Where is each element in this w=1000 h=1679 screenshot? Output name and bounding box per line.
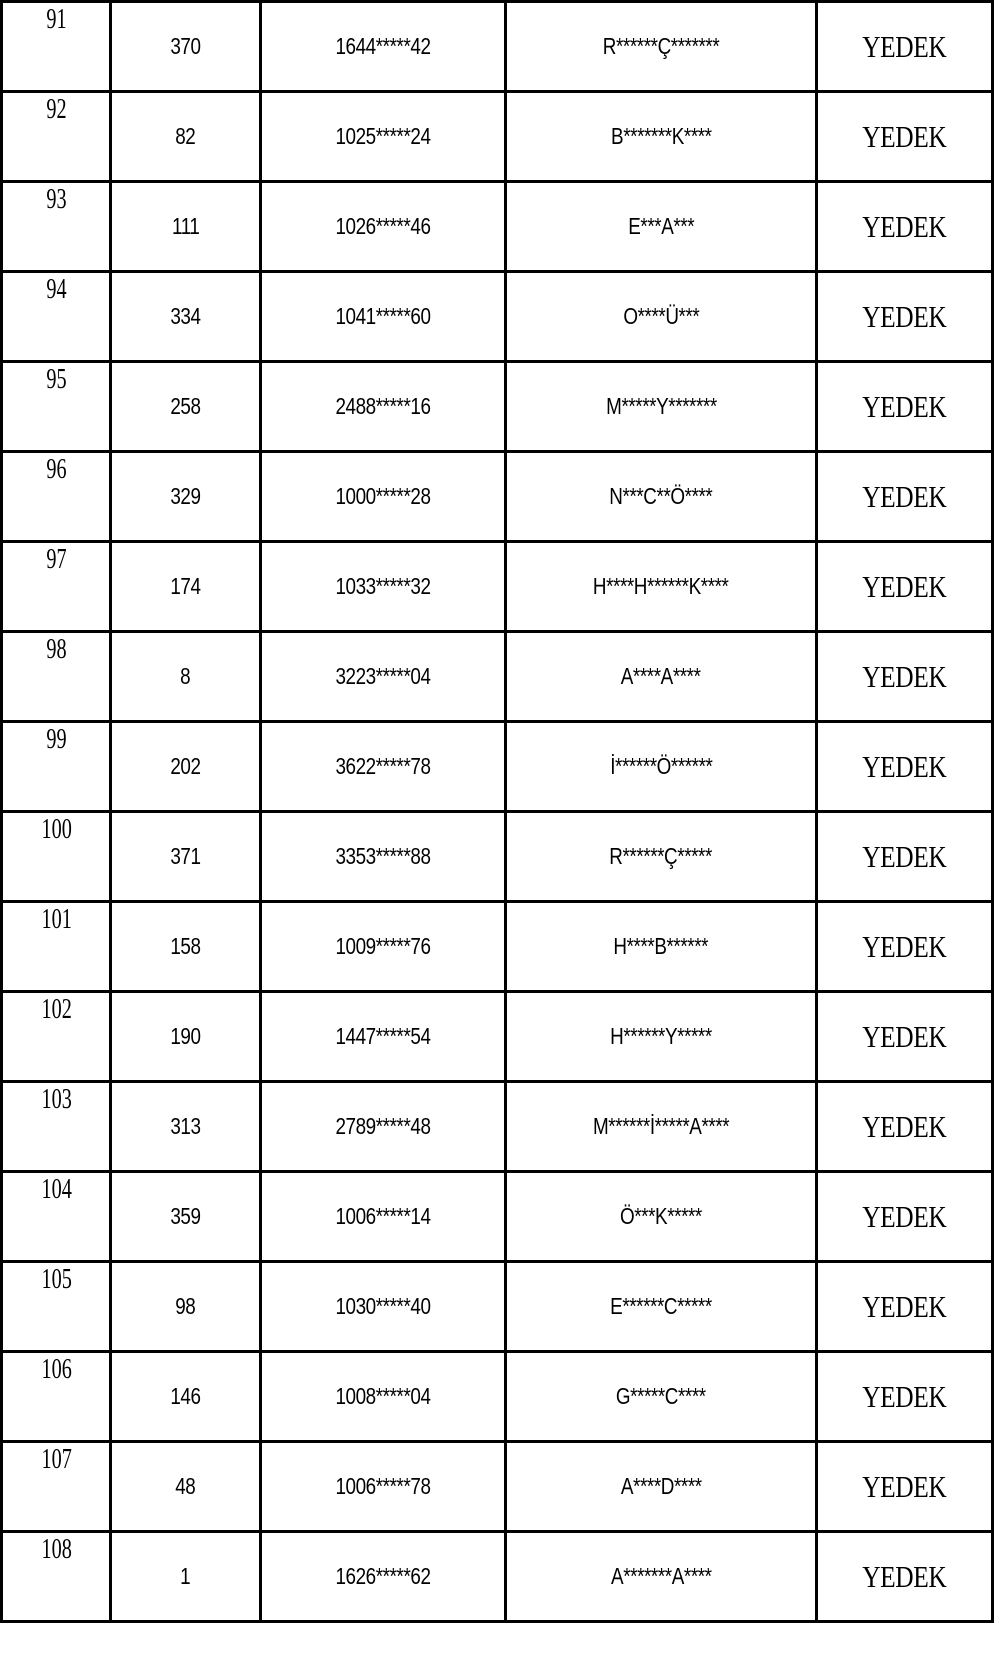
status-cell: [817, 272, 993, 362]
application-number-text: 313: [170, 1113, 201, 1139]
table-row: [2, 722, 993, 812]
status-text: YEDEK: [862, 1378, 947, 1414]
id-number-text: 1025*****24: [335, 123, 431, 149]
application-number-text: 370: [170, 33, 201, 59]
row-number-cell: [10, 1082, 103, 1172]
application-number-cell: [111, 182, 261, 272]
application-number-cell: [111, 1172, 261, 1262]
application-number-cell: [111, 902, 261, 992]
masked-name-cell: [506, 1352, 817, 1442]
masked-name-text: G*****C****: [616, 1383, 706, 1409]
application-number-cell: [111, 632, 261, 722]
application-number-cell: [111, 1442, 261, 1532]
id-number-cell: [261, 902, 506, 992]
status-cell: [817, 1442, 993, 1532]
id-number-cell: [261, 1262, 506, 1352]
masked-name-cell: [506, 1262, 817, 1352]
status-text: YEDEK: [862, 1018, 947, 1054]
row-number-cell: [10, 2, 103, 92]
row-number-text: 91: [45, 3, 67, 35]
row-number-text: 105: [40, 1263, 72, 1295]
row-number-cell: [10, 722, 103, 812]
table-row: [2, 2, 993, 92]
status-cell: [817, 632, 993, 722]
table-row: [2, 902, 993, 992]
status-cell: [817, 542, 993, 632]
table-row: [2, 1262, 993, 1352]
id-number-cell: [261, 182, 506, 272]
status-cell: [817, 1172, 993, 1262]
status-cell: [817, 2, 993, 92]
masked-name-cell: [506, 1532, 817, 1622]
status-cell: [817, 1262, 993, 1352]
masked-name-text: O****Ü***: [623, 303, 699, 329]
id-number-cell: [261, 1172, 506, 1262]
masked-name-text: E******C*****: [610, 1293, 712, 1319]
id-number-cell: [261, 2, 506, 92]
row-number-text: 94: [45, 273, 67, 305]
row-number-cell: [10, 452, 103, 542]
table-row: [2, 92, 993, 182]
status-text: YEDEK: [862, 1198, 947, 1234]
id-number-cell: [261, 812, 506, 902]
id-number-text: 1008*****04: [335, 1383, 431, 1409]
row-number-text: 100: [40, 813, 72, 845]
row-number-text: 97: [45, 543, 67, 575]
id-number-text: 1000*****28: [335, 483, 431, 509]
masked-name-text: İ******Ö******: [609, 753, 713, 779]
application-number-cell: [111, 272, 261, 362]
id-number-text: 3223*****04: [335, 663, 431, 689]
row-number-cell: [10, 992, 103, 1082]
status-cell: [817, 1532, 993, 1622]
application-number-text: 174: [170, 573, 201, 599]
application-number-text: 329: [170, 483, 201, 509]
row-number-cell: [10, 632, 103, 722]
table-row: [2, 542, 993, 632]
application-number-cell: [111, 92, 261, 182]
status-text: YEDEK: [862, 208, 947, 244]
row-number-cell: [10, 92, 103, 182]
masked-name-cell: [506, 902, 817, 992]
id-number-cell: [261, 1082, 506, 1172]
id-number-cell: [261, 452, 506, 542]
application-number-text: 371: [170, 843, 201, 869]
table-row: [2, 272, 993, 362]
status-text: YEDEK: [862, 28, 947, 64]
application-number-text: 111: [171, 213, 200, 239]
table-row: [2, 1082, 993, 1172]
masked-name-text: N***C**Ö****: [609, 483, 713, 509]
status-text: YEDEK: [862, 298, 947, 334]
masked-name-cell: [506, 1172, 817, 1262]
masked-name-cell: [506, 1442, 817, 1532]
masked-name-cell: [506, 812, 817, 902]
status-cell: [817, 182, 993, 272]
application-number-cell: [111, 452, 261, 542]
row-number-cell: [10, 272, 103, 362]
masked-name-text: B*******K****: [610, 123, 712, 149]
application-number-text: 359: [170, 1203, 201, 1229]
row-number-text: 108: [40, 1533, 72, 1565]
status-text: YEDEK: [862, 928, 947, 964]
id-number-cell: [261, 632, 506, 722]
id-number-text: 1006*****14: [335, 1203, 431, 1229]
id-number-text: 1447*****54: [335, 1023, 431, 1049]
row-number-text: 102: [40, 993, 72, 1025]
masked-name-cell: [506, 362, 817, 452]
status-cell: [817, 362, 993, 452]
application-number-cell: [111, 812, 261, 902]
status-text: YEDEK: [862, 658, 947, 694]
masked-name-text: M*****Y*******: [605, 393, 717, 419]
id-number-text: 1030*****40: [335, 1293, 431, 1319]
masked-name-cell: [506, 722, 817, 812]
row-number-cell: [10, 902, 103, 992]
row-number-text: 107: [40, 1443, 72, 1475]
table-row: [2, 1172, 993, 1262]
row-number-text: 99: [45, 723, 67, 755]
application-number-cell: [111, 1352, 261, 1442]
id-number-cell: [261, 1532, 506, 1622]
id-number-cell: [261, 1352, 506, 1442]
table-row: [2, 632, 993, 722]
status-text: YEDEK: [862, 568, 947, 604]
status-cell: [817, 722, 993, 812]
application-number-text: 48: [175, 1473, 196, 1499]
id-number-cell: [261, 722, 506, 812]
id-number-text: 2789*****48: [335, 1113, 431, 1139]
id-number-cell: [261, 992, 506, 1082]
application-number-cell: [111, 362, 261, 452]
application-number-cell: [111, 1532, 261, 1622]
masked-name-text: R******Ç*****: [609, 843, 713, 869]
id-number-text: 1006*****78: [335, 1473, 431, 1499]
masked-name-text: E***A***: [628, 213, 694, 239]
row-number-cell: [10, 1262, 103, 1352]
id-number-text: 1626*****62: [335, 1563, 431, 1589]
id-number-text: 1033*****32: [335, 573, 431, 599]
row-number-text: 96: [45, 453, 67, 485]
row-number-cell: [10, 542, 103, 632]
id-number-cell: [261, 1442, 506, 1532]
table-row: [2, 812, 993, 902]
masked-name-cell: [506, 2, 817, 92]
row-number-cell: [10, 182, 103, 272]
application-number-text: 190: [170, 1023, 201, 1049]
status-cell: [817, 1082, 993, 1172]
status-cell: [817, 812, 993, 902]
row-number-text: 92: [45, 93, 67, 125]
id-number-text: 2488*****16: [335, 393, 431, 419]
masked-name-cell: [506, 452, 817, 542]
row-number-cell: [10, 1172, 103, 1262]
masked-name-cell: [506, 542, 817, 632]
status-text: YEDEK: [862, 1288, 947, 1324]
row-number-text: 106: [40, 1353, 72, 1385]
application-number-cell: [111, 992, 261, 1082]
application-number-text: 202: [170, 753, 201, 779]
status-cell: [817, 452, 993, 542]
masked-name-text: M******İ*****A****: [592, 1113, 730, 1139]
application-number-cell: [111, 1082, 261, 1172]
masked-name-cell: [506, 182, 817, 272]
masked-name-text: H****H******K****: [593, 573, 729, 599]
row-number-text: 101: [40, 903, 72, 935]
application-number-text: 82: [175, 123, 196, 149]
application-number-cell: [111, 722, 261, 812]
masked-name-text: A****A****: [621, 663, 701, 689]
masked-name-cell: [506, 632, 817, 722]
status-cell: [817, 92, 993, 182]
status-cell: [817, 902, 993, 992]
application-number-text: 1: [180, 1563, 191, 1589]
row-number-text: 104: [40, 1173, 72, 1205]
row-number-text: 103: [40, 1083, 72, 1115]
id-number-text: 1041*****60: [335, 303, 431, 329]
table-row: [2, 1352, 993, 1442]
table-row: [2, 362, 993, 452]
status-text: YEDEK: [862, 1108, 947, 1144]
table-row: [2, 992, 993, 1082]
id-number-cell: [261, 92, 506, 182]
id-number-cell: [261, 542, 506, 632]
row-number-text: 95: [45, 363, 67, 395]
application-number-text: 146: [170, 1383, 201, 1409]
table-row: [2, 452, 993, 542]
row-number-cell: [10, 362, 103, 452]
masked-name-text: A*******A****: [610, 1563, 712, 1589]
id-number-cell: [261, 272, 506, 362]
masked-name-text: H****B******: [613, 933, 709, 959]
status-cell: [817, 992, 993, 1082]
masked-name-text: A****D****: [620, 1473, 702, 1499]
masked-name-cell: [506, 1082, 817, 1172]
masked-name-text: H******Y*****: [610, 1023, 712, 1049]
status-text: YEDEK: [862, 118, 947, 154]
table-body: [2, 2, 993, 1622]
status-text: YEDEK: [862, 838, 947, 874]
id-number-cell: [261, 362, 506, 452]
status-text: YEDEK: [862, 388, 947, 424]
status-text: YEDEK: [862, 748, 947, 784]
application-number-text: 8: [180, 663, 191, 689]
application-number-cell: [111, 2, 261, 92]
application-number-text: 258: [170, 393, 201, 419]
application-number-cell: [111, 1262, 261, 1352]
id-number-text: 1644*****42: [335, 33, 431, 59]
application-number-text: 334: [170, 303, 201, 329]
status-cell: [817, 1352, 993, 1442]
status-text: YEDEK: [862, 478, 947, 514]
masked-name-cell: [506, 92, 817, 182]
masked-name-text: Ö***K*****: [620, 1203, 702, 1229]
row-number-cell: [10, 1532, 103, 1622]
application-number-text: 98: [175, 1293, 196, 1319]
status-text: YEDEK: [862, 1468, 947, 1504]
table-row: [2, 1442, 993, 1532]
application-number-cell: [111, 542, 261, 632]
masked-name-cell: [506, 272, 817, 362]
row-number-cell: [10, 1352, 103, 1442]
id-number-text: 3353*****88: [335, 843, 431, 869]
id-number-text: 3622*****78: [335, 753, 431, 779]
application-number-text: 158: [170, 933, 201, 959]
table-row: [2, 182, 993, 272]
id-number-text: 1026*****46: [335, 213, 431, 239]
status-text: YEDEK: [862, 1558, 947, 1594]
row-number-cell: [10, 1442, 103, 1532]
row-number-text: 98: [45, 633, 67, 665]
id-number-text: 1009*****76: [335, 933, 431, 959]
table-row: [2, 1532, 993, 1622]
masked-name-text: R******Ç*******: [602, 33, 720, 59]
row-number-text: 93: [45, 183, 67, 215]
row-number-cell: [10, 812, 103, 902]
masked-name-cell: [506, 992, 817, 1082]
